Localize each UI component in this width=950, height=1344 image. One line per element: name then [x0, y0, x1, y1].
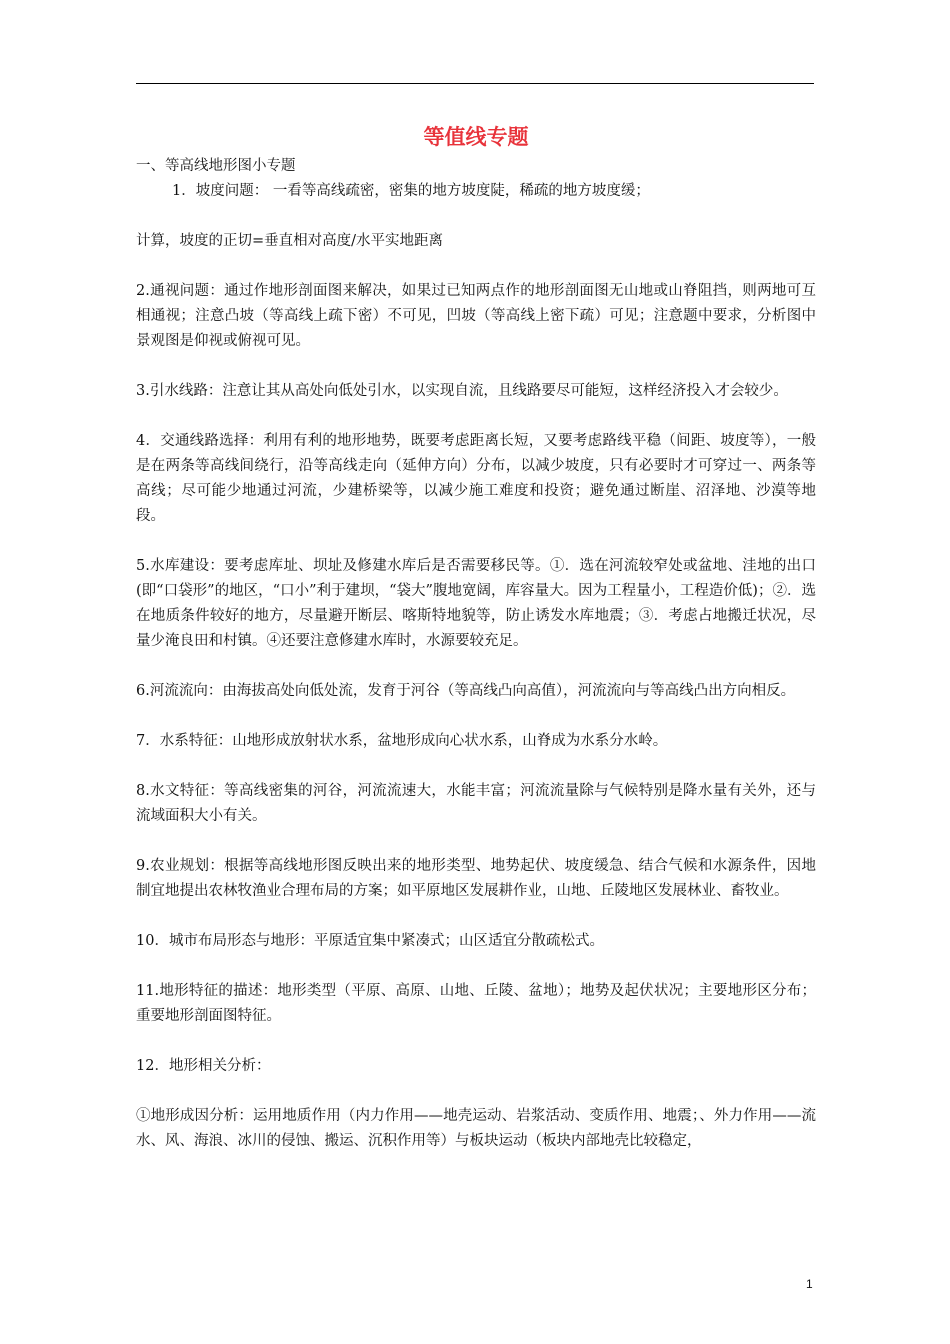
item-1-line-2: 计算，坡度的正切=垂直相对高度/水平实地距离	[136, 233, 444, 249]
item-8-paragraph: 8.水文特征：等高线密集的河谷，河流流速大，水能丰富；河流流量除与气候特别是降水量有关外，还与流域面积大小有关。	[136, 783, 816, 824]
item-5-paragraph: 5.水库建设：要考虑库址、坝址及修建水库后是否需要移民等。①．选在河流较窄处或盆地、洼地的出口(即“口袋形”的地区，“口小”利于建坝，“袋大”腹地宽阔，库容量大。因为工程量小，工程造价低)；②．选在地质条件较好的地方，尽量避开断层、喀斯特地貌等，防止诱发水库地震；③．考虑占地搬迁状况，尽量少淹良田和村镇。④还要注意修建水库时，水源要较充足。	[136, 558, 816, 649]
item-7-paragraph: 7．水系特征：山地形成放射状水系，盆地形成向心状水系，山脊成为水系分水岭。	[136, 733, 668, 749]
item-9-paragraph: 9.农业规划：根据等高线地形图反映出来的地形类型、地势起伏、坡度缓急、结合气候和水源条件，因地制宜地提出农林牧渔业合理布局的方案；如平原地区发展耕作业，山地、丘陵地区发展林业、畜牧业。	[136, 858, 816, 899]
section-heading: 一、等高线地形图小专题	[136, 158, 296, 174]
item-12-sub-1-paragraph: ①地形成因分析：运用地质作用（内力作用——地壳运动、岩浆活动、变质作用、地震；、外力作用——流水、风、海浪、冰川的侵蚀、搬运、沉积作用等）与板块运动（板块内部地壳比较稳定，	[136, 1108, 816, 1149]
item-1-line-1: 1．坡度问题： 一看等高线疏密，密集的地方坡度陡，稀疏的地方坡度缓；	[172, 183, 650, 199]
item-6-paragraph: 6.河流流向：由海拔高处向低处流，发育于河谷（等高线凸向高值），河流流向与等高线凸出方向相反。	[136, 683, 796, 699]
item-10-paragraph: 10．城市布局形态与地形：平原适宜集中紧凑式；山区适宜分散疏松式。	[136, 933, 604, 949]
item-3-paragraph: 3.引水线路：注意让其从高处向低处引水，以实现自流，且线路要尽可能短，这样经济投入才会较少。	[136, 383, 788, 399]
item-11-paragraph: 11.地形特征的描述：地形类型（平原、高原、山地、丘陵、盆地）；地势及起伏状况；主要地形区分布；重要地形剖面图特征。	[136, 983, 816, 1024]
document-title: 等值线专题	[423, 125, 529, 149]
header-rule	[136, 83, 814, 84]
page-number: 1	[806, 1277, 813, 1291]
document-body	[136, 120, 816, 1154]
item-2-paragraph: 2.通视问题：通过作地形剖面图来解决，如果过已知两点作的地形剖面图无山地或山脊阻挡，则两地可互相通视；注意凸坡（等高线上疏下密）不可见，凹坡（等高线上密下疏）可见；注意题中要求，分析图中景观图是仰视或俯视可见。	[136, 283, 816, 349]
item-4-paragraph: 4．交通线路选择：利用有利的地形地势，既要考虑距离长短，又要考虑路线平稳（间距、坡度等），一般是在两条等高线间绕行，沿等高线走向（延伸方向）分布，以减少坡度，只有必要时才可穿过一、两条等高线；尽可能少地通过河流，少建桥梁等，以减少施工难度和投资；避免通过断崖、沼泽地、沙漠等地段。	[136, 433, 816, 524]
item-12-heading: 12．地形相关分析：	[136, 1058, 271, 1074]
